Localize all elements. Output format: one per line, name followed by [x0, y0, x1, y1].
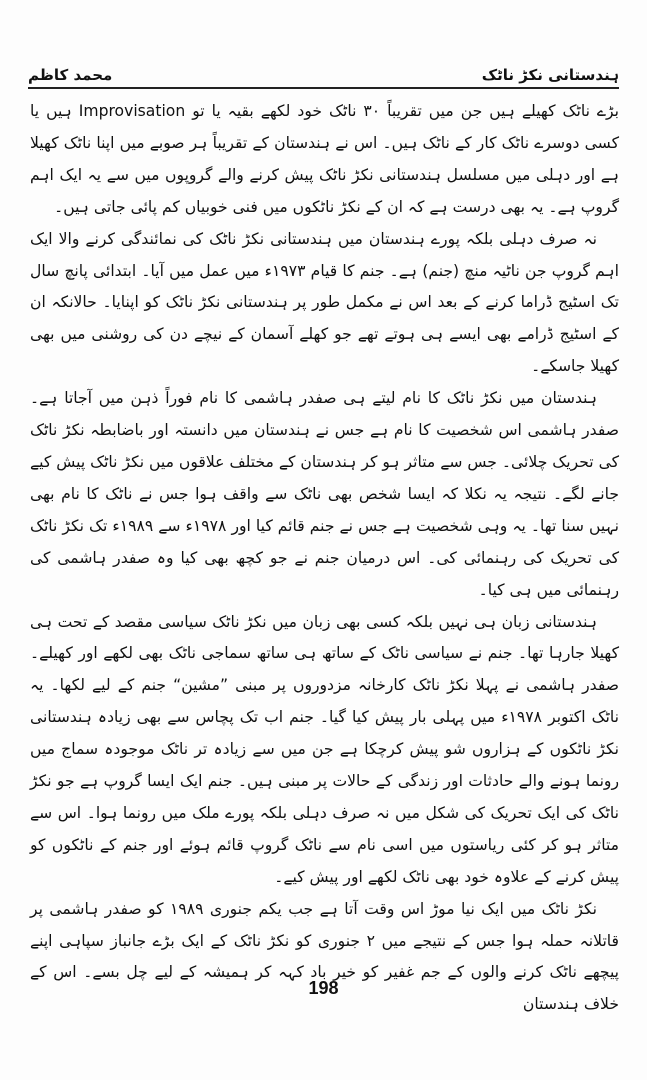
paragraph-4: ہندستانی زبان ہی نہیں بلکہ کسی بھی زبان میں نکڑ ناٹک سیاسی مقصد کے تحت ہی کھیلا جارہا تھا۔ جنم نے سیاسی ناٹک کے ساتھ ہی ساتھ سماجی ناٹک بھی لکھے اور کھیلے۔ صفدر ہاشمی نے پہلا نکڑ ناٹک کارخانہ مزدوروں پر مبنی ”مشین“ جنم کے لیے لکھا۔ یہ ناٹک اکتوبر ۱۹۷۸ء میں پہلی بار پیش کیا گیا۔ جنم اب تک پچاس سے بھی زیادہ ہندستانی نکڑ ناٹکوں کے ہزاروں شو پیش کرچکا ہے جن میں سے زیادہ تر ناٹک موجودہ سماج میں رونما ہونے والے حادثات اور زندگی کے حالات پر مبنی ہیں۔ جنم ایک ایسا گروپ ہے جو نکڑ ناٹک کی ایک تحریک کی شکل میں نہ صرف دہلی بلکہ پورے ملک میں رونما ہوا۔ اس سے متاثر ہو کر کئی ریاستوں میں اسی نام سے ناٹک گروپ قائم ہوئے اور جنم کے ناٹکوں کو پیش کرنے کے علاوہ خود بھی ناٹک لکھے اور پیش کیے۔: [30, 612, 619, 886]
page-number: 198: [308, 978, 339, 998]
paragraph-2: نہ صرف دہلی بلکہ پورے ہندستان میں ہندستانی نکڑ ناٹک کی نمائندگی کرنے والا ایک اہم گروپ جن ناٹیہ منچ (جنم) ہے۔ جنم کا قیام ۱۹۷۳ء میں عمل میں آیا۔ ابتدائی پانچ سال تک اسٹیج ڈراما کرنے کے بعد اس نے مکمل طور پر ہندستانی نکڑ ناٹک کو اپنایا۔ حالانکہ ان کے اسٹیج ڈرامے بھی ایسے ہی ہوتے تھے جو کھلے آسمان کے نیچے دن کی روشنی میں بھی کھیلا جاسکے۔: [30, 229, 619, 376]
paragraph-1: بڑے ناٹک کھیلے ہیں جن میں تقریباً ۳۰ ناٹک خود لکھے بقیہ یا تو Improvisation ہیں یا کسی دوسرے ناٹک کار کے ناٹک ہیں۔ اس نے ہندستان کے تقریباً ہر صوبے میں اپنا ناٹک کھیلا ہے اور دہلی میں مسلسل ہندستانی نکڑ ناٹک پیش کرنے والے گروپوں میں سے یہ ایک اہم گروپ ہے۔ یہ بھی درست ہے کہ ان کے نکڑ ناٹکوں میں فنی خوبیاں کم پائی جاتی ہیں۔: [30, 102, 619, 216]
paragraph-5: نکڑ ناٹک میں ایک نیا موڑ اس وقت آتا ہے جب یکم جنوری ۱۹۸۹ کو صفدر ہاشمی پر قاتلانہ حملہ ہوا جس کے نتیجے میں ۲ جنوری کو نکڑ ناٹک کے ایک بڑے جانباز سپاہی اپنے پیچھے ناٹک کرنے والوں کے جم غفیر کو خیر باد کہہ کر ہمیشہ کے لیے چل بسے۔ اس کے خلاف ہندستان: [30, 899, 619, 1014]
running-header: [28, 54, 619, 84]
header-author: محمد کاظم: [28, 66, 113, 84]
paragraph-3: ہندستان میں نکڑ ناٹک کا نام لیتے ہی صفدر ہاشمی کا نام فوراً ذہن میں آجاتا ہے۔ صفدر ہاشمی اس شخصیت کا نام ہے جس نے ہندستان میں دانستہ اور باضابطہ نکڑ ناٹک کی تحریک چلائی۔ جس سے متاثر ہو کر ہندستان کے مختلف علاقوں میں نکڑ ناٹک پیش کیے جانے لگے۔ نتیجہ یہ نکلا کہ ایسا شخص بھی ناٹک سے واقف ہوا جس نے ناٹک کا نام بھی نہیں سنا تھا۔ یہ وہی شخصیت ہے جس نے جنم قائم کیا اور ۱۹۷۸ء سے ۱۹۸۹ء تک نکڑ ناٹک کی تحریک کی رہنمائی کی۔ اس درمیان جنم نے جو کچھ بھی کیا وہ صفدر ہاشمی کی رہنمائی میں ہی کیا۔: [30, 389, 619, 599]
header-book-title: ہندستانی نکڑ ناٹک: [481, 66, 619, 84]
page-body: [30, 96, 619, 1021]
header-divider: [28, 87, 619, 89]
